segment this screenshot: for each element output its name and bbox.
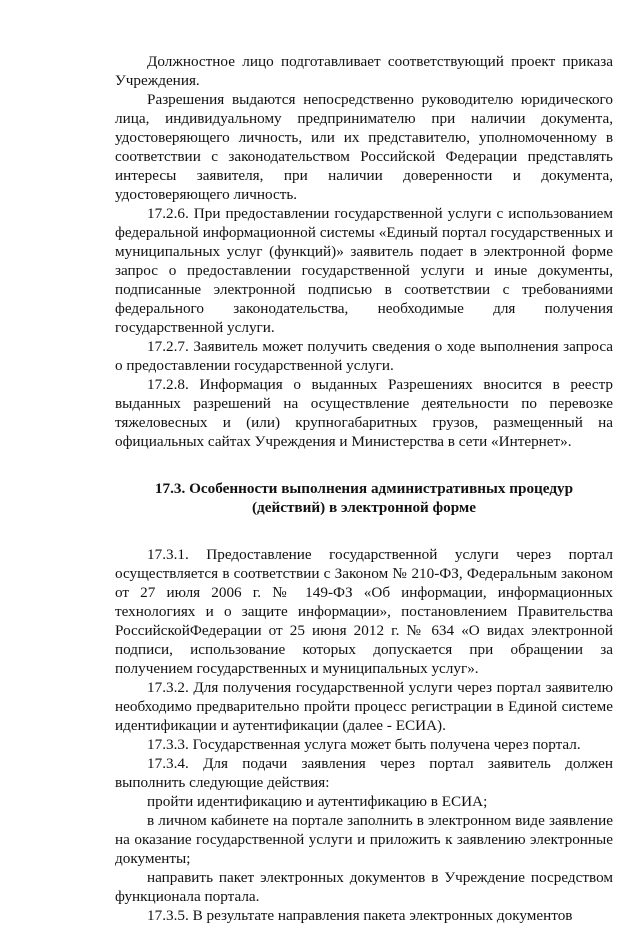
spacer (115, 517, 613, 545)
paragraph-permits-issued: Разрешения выдаются непосредственно руководителю юридического лица, индивидуальному предпринимателю при наличии документа, удостоверяющего личность, или их представителю, уполномоченному в соответствии с законодательством Российской Федерации представлять интересы заявителя, при наличии доверенности и документа, удостоверяющего личность. (115, 91, 613, 203)
list-item-send-package: направить пакет электронных документов в Учреждение посредством функционала портала. (115, 869, 613, 905)
paragraph-17-2-6: 17.2.6. При предоставлении государственной услуги с использованием федеральной информационной системы «Единый портал государственных и муниципальных услуг (функций)» заявитель подает в электронной форме запрос о предоставлении государственной услуги и иные документы, подписанные электронной подписью в соответствии с требованиями федерального законодательства, необходимые для получения государственной услуги. (115, 205, 613, 336)
paragraph-17-3-4: 17.3.4. Для подачи заявления через портал заявитель должен выполнить следующие действия: (115, 755, 613, 791)
list-item-fill-application: в личном кабинете на портале заполнить в электронном виде заявление на оказание государственной услуги и приложить к заявлению электронные документы; (115, 812, 613, 867)
section-heading-line-2: (действий) в электронной форме (251, 499, 477, 516)
paragraph-17-3-2: 17.3.2. Для получения государственной услуги через портал заявителю необходимо предварительно пройти процесс регистрации в Единой системе идентификации и аутентификации (далее - ЕСИА). (115, 679, 613, 734)
paragraph-17-3-5: 17.3.5. В результате направления пакета электронных документов (147, 907, 573, 924)
paragraph-order-draft: Должностное лицо подготавливает соответствующий проект приказа Учреждения. (115, 53, 613, 89)
document-body (115, 52, 613, 925)
paragraph-17-2-7: 17.2.7. Заявитель может получить сведения о ходе выполнения запроса о предоставлении государственной услуги. (115, 338, 613, 374)
paragraph-17-3-1: 17.3.1. Предоставление государственной услуги через портал осуществляется в соответствии с Законом № 210-ФЗ, Федеральным законом от 27 июля 2006 г. № 149-ФЗ «Об информации, информационных технологиях и о защите информации», постановлением Правительства РоссийскойФедерации от 25 июня 2012 г. № 634 «О видах электронной подписи, использование которых допускается при обращении за получением государственных и муниципальных услуг». (115, 546, 613, 677)
section-heading-line-1: 17.3. Особенности выполнения административных процедур (154, 480, 574, 497)
list-item-esia-auth: пройти идентификацию и аутентификацию в ЕСИА; (147, 793, 488, 810)
paragraph-17-2-8: 17.2.8. Информация о выданных Разрешениях вносится в реестр выданных разрешений на осуществление деятельности по перевозке тяжеловесных и (или) крупногабаритных грузов, размещенный на официальных сайтах Учреждения и Министерства в сети «Интернет». (115, 376, 613, 450)
spacer (115, 451, 613, 479)
section-heading-17-3 (115, 479, 613, 517)
paragraph-17-3-3: 17.3.3. Государственная услуга может быть получена через портал. (147, 736, 581, 753)
